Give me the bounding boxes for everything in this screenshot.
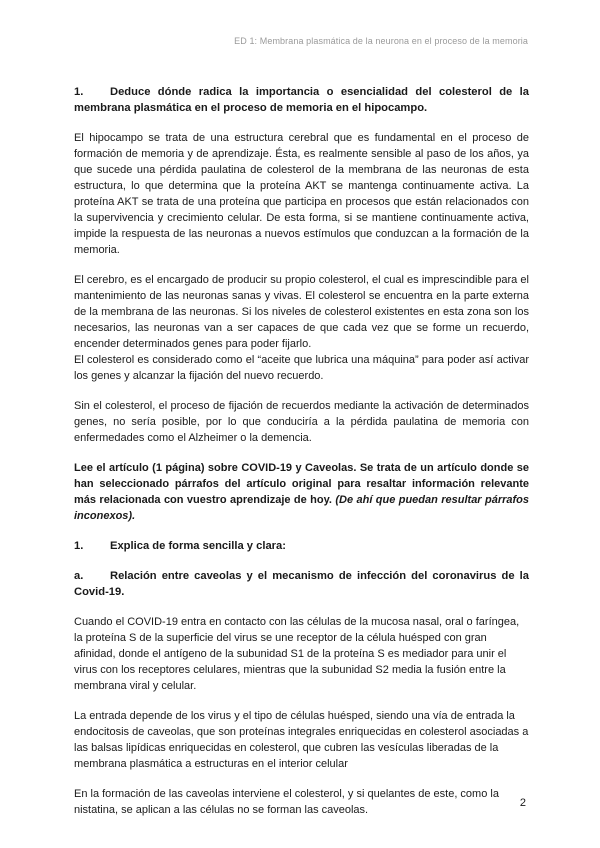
reading-instruction-note: (De ahí que puedan resultar párrafos inconexos).: [74, 494, 529, 522]
answer-1-paragraph-3: El colesterol es considerado como el “aceite que lubrica una máquina” para poder así activar los genes y alcanzar la fijación del nuevo recuerdo.: [74, 354, 529, 382]
answer-1-paragraph-1: El hipocampo se trata de una estructura cerebral que es fundamental en el proceso de formación de memoria y de aprendizaje. Ésta, es realmente sensible al paso de los años, ya que sucede una pérdida paulatina de colesterol de la membrana de las neuronas de esta estructura, lo que determina que la proteína AKT se mantenga continuamente activa. La proteína AKT se trata de una proteína que participa en procesos que están relacionados con la supervivencia y crecimiento celular. De esta forma, si se mantiene continuamente activa, impide la respuesta de las neuronas a nuevos estímulos que conduzcan a la formación de la memoria.: [74, 132, 529, 256]
question-2a-title: Relación entre caveolas y el mecanismo de infección del coronavirus de la Covid-19.: [74, 570, 529, 598]
question-1-title: Deduce dónde radica la importancia o esencialidad del colesterol de la membrana plasmática en el proceso de memoria en el hipocampo.: [74, 86, 529, 114]
answer-2a-paragraph-2: La entrada depende de los virus y el tipo de células huésped, siendo una vía de entrada la endocitosis de caveolas, que son proteínas integrales enriquecidas en colesterol asociadas a las balsas lipídicas enriquecidas en colesterol, que cubren las vesículas liberadas de la membrana plasmática a estructuras en el interior celular: [74, 710, 529, 770]
question-2-number: 1.: [74, 540, 84, 552]
page-body: [74, 84, 529, 832]
answer-2a-paragraph-1: Cuando el COVID-19 entra en contacto con las células de la mucosa nasal, oral o faríngea, la proteína S de la superficie del virus se une receptor de la célula huésped con gran afinidad, donde el antígeno de la subunidad S1 de la proteína S es mediador para unir el virus con los receptores celulares, mientras que la subunidad S2 media la fusión entre la membrana viral y celular.: [74, 616, 520, 692]
running-header: ED 1: Membrana plasmática de la neurona en el proceso de la memoria: [234, 36, 528, 46]
reading-instruction-text: Lee el artículo (1 página) sobre COVID-19 y Caveolas. Se trata de un artículo donde se han seleccionado párrafos del artículo original para resaltar información relevante más relacionada con vuestro aprendizaje de hoy.: [74, 462, 529, 506]
question-2-heading: [74, 538, 529, 554]
question-1-number: 1.: [74, 86, 84, 98]
answer-1-paragraph-4: Sin el colesterol, el proceso de fijación de recuerdos mediante la activación de determinados genes, no sería posible, por lo que conduciría a la pérdida paulatina de memoria con enfermedades como el Alzheimer o la demencia.: [74, 400, 529, 444]
reading-instruction: [74, 460, 529, 524]
question-2a-heading: [74, 568, 529, 600]
question-1-heading: [74, 84, 529, 116]
question-2-title: Explica de forma sencilla y clara:: [110, 540, 286, 552]
answer-1-paragraph-2: El cerebro, es el encargado de producir su propio colesterol, el cual es imprescindible para el mantenimiento de las neuronas sanas y vivas. El colesterol se encuentra en la parte externa de la membrana de las neuronas. Si los niveles de colesterol existentes en esta zona son los necesarios, las neuronas van a ser capaces de que cada vez que se forme un recuerdo, encender determinados genes para poder fijarlo.: [74, 274, 529, 350]
page-number: 2: [519, 797, 526, 809]
question-2a-letter: a.: [74, 570, 84, 582]
answer-2a-paragraph-3: En la formación de las caveolas interviene el colesterol, y si quelantes de este, como la nistatina, se aplican a las células no se forman las caveolas.: [74, 788, 499, 816]
